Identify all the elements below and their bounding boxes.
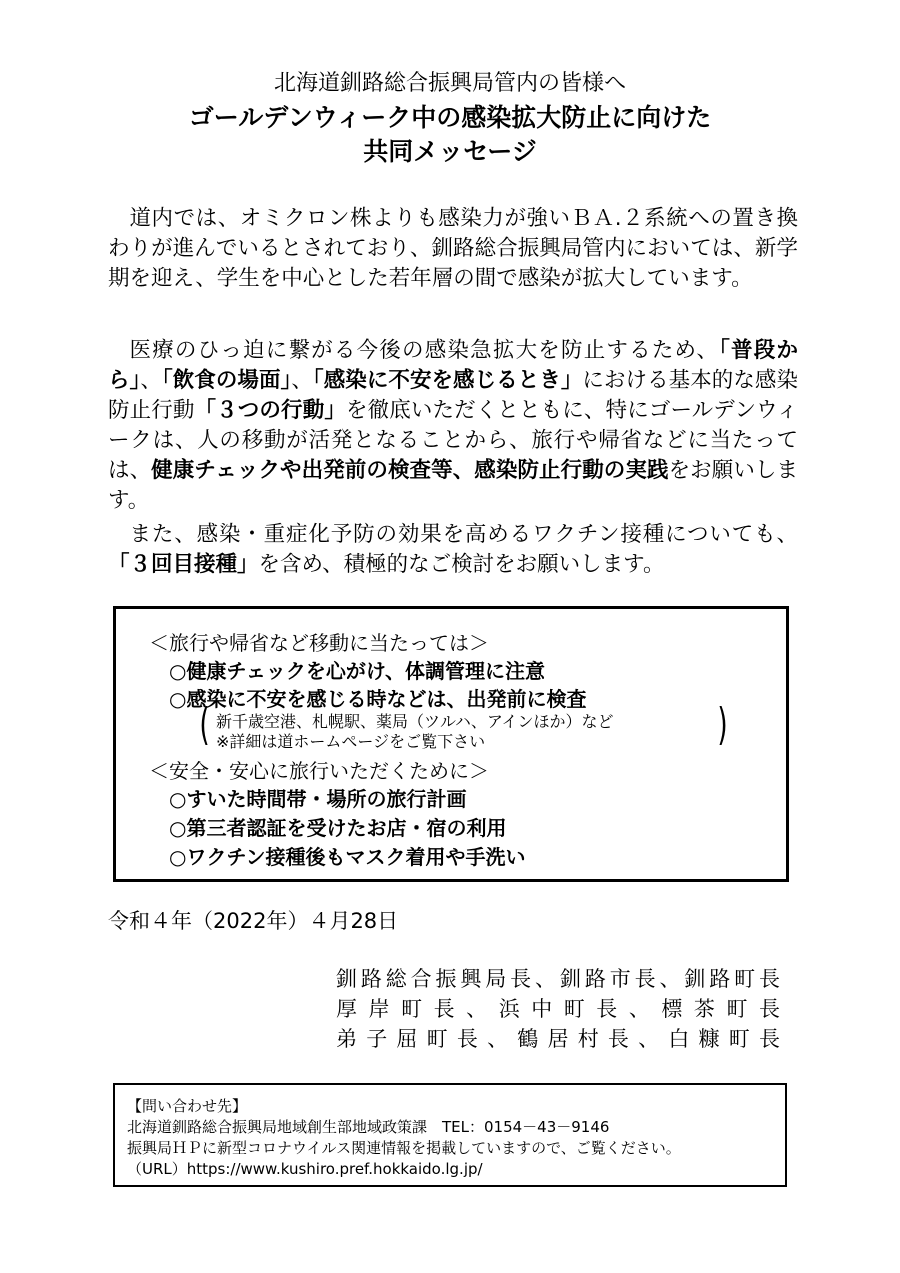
p2-text-c4: を徹底いただくとともに、特にゴールデンウィークは、人の移動が活発となることから、旅行や帰省などに当たっては、 [108, 398, 798, 483]
paragraph-situation: 道内では、オミクロン株よりも感染力が強いＢＡ.２系統への置き換わりが進んでいるとされており、釧路総合振興局管内においては、新学期を迎え、学生を中心とした若年層の間で感染が拡大しています。 [108, 206, 798, 291]
issue-date: 令和４年（2022年）４月28日 [108, 909, 399, 933]
p2-text-c2: 、 [291, 368, 313, 393]
tip-off-peak-plan: ○すいた時間帯・場所の旅行計画 [169, 787, 467, 811]
note-right-bracket: ) [717, 699, 728, 750]
p2-bold-dining: 「飲食の場面」 [161, 368, 292, 393]
note-left-bracket: ( [199, 699, 210, 750]
travel-heading: ＜旅行や帰省など移動に当たっては＞ [149, 631, 489, 655]
safety-heading: ＜安全・安心に旅行いただくために＞ [149, 759, 489, 783]
tip-certified-venues: ○第三者認証を受けたお店・宿の利用 [169, 816, 507, 840]
page-title: ゴールデンウィーク中の感染拡大防止に向けた [188, 103, 712, 132]
page-title-line2: 共同メッセージ [363, 137, 537, 166]
test-locations-note: 新千歳空港、札幌駅、薬局（ツルハ、アインほか）など [216, 712, 614, 731]
contact-box [113, 1083, 787, 1187]
details-note: ※詳細は道ホームページをご覧下さい [216, 732, 486, 751]
contact-department: 北海道釧路総合振興局地域創生部地域政策課 TEL：0154－43－9146 [127, 1118, 610, 1136]
p2-text-c1: 、 [140, 368, 162, 393]
tip-mask-handwash: ○ワクチン接種後もマスク着用や手洗い [169, 845, 526, 869]
contact-info-note: 振興局ＨＰに新型コロナウイルス関連情報を掲載していますので、ご覧ください。 [127, 1139, 681, 1157]
p3-text-c: を含め、積極的なご検討をお願いします。 [258, 552, 665, 577]
p2-bold-health-check: 健康チェックや出発前の検査等、感染防止行動の実践 [151, 458, 669, 483]
signatories-line: 弟子屈町長、鶴居村長、白糠町長 [336, 1027, 780, 1051]
tip-pre-departure-test: ○感染に不安を感じる時などは、出発前に検査 [169, 687, 587, 711]
p2-bold-everyday: 「普段から」 [108, 338, 798, 393]
contact-label: 【問い合わせ先】 [127, 1097, 248, 1115]
contact-url[interactable]: （URL）https://www.kushiro.pref.hokkaido.lg.jp/ [127, 1160, 483, 1178]
p2-text-c5: をお願いします。 [108, 458, 798, 513]
paragraph-vaccination [108, 520, 798, 580]
p3-bold-third-dose: 「３回目接種」 [108, 552, 259, 577]
travel-tips-box [113, 606, 789, 882]
signatories-line: 釧路総合振興局長、釧路市長、釧路町長 [336, 967, 780, 991]
p2-bold-anxiety: 「感染に不安を感じるとき」 [312, 368, 583, 393]
paragraph-request [108, 336, 798, 516]
p3-text-a: また、感染・重症化予防の効果を高めるワクチン接種についても、 [129, 522, 798, 547]
audience-line: 北海道釧路総合振興局管内の皆様へ [273, 71, 626, 96]
tip-health-check: ○健康チェックを心がけ、体調管理に注意 [169, 659, 546, 683]
p2-text-c3: における基本的な感染防止行動 [108, 368, 798, 423]
p2-text-a: 医療のひっ迫に繋がる今後の感染急拡大を防止するため、 [129, 338, 720, 363]
signatories-line: 厚岸町長、浜中町長、標茶町長 [336, 997, 780, 1021]
p2-bold-three-actions: 「３つの行動」 [194, 398, 346, 423]
